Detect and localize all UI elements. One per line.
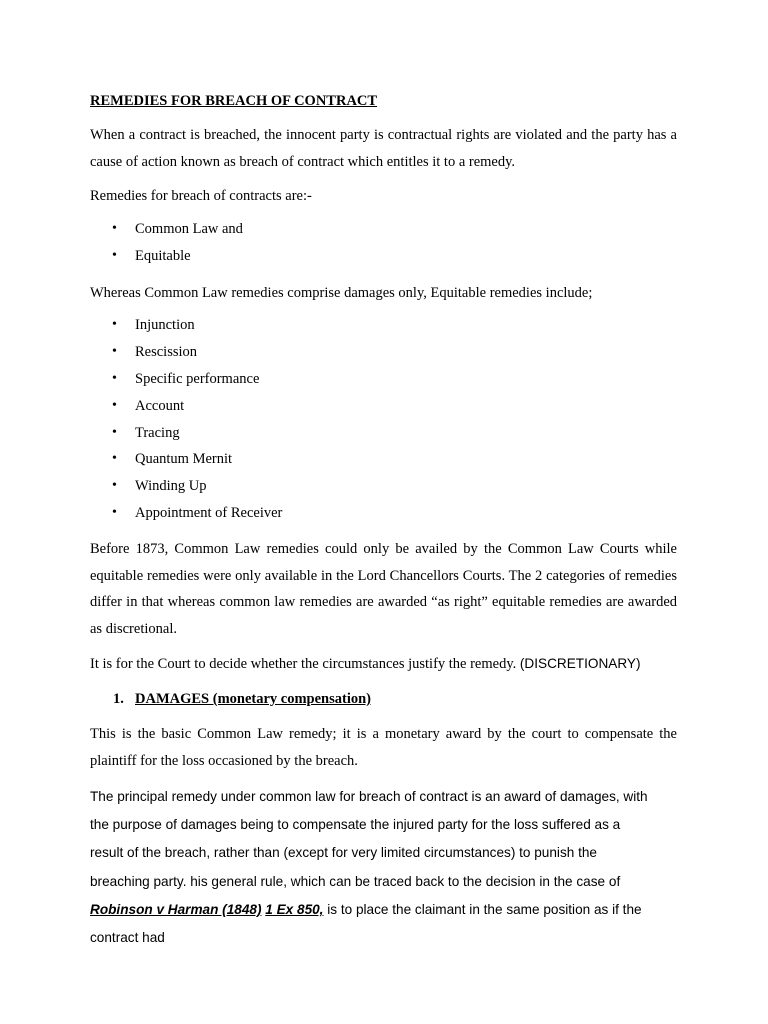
bullet-icon: • [112, 451, 117, 466]
principal-remedy-paragraph [90, 783, 655, 952]
principal-text: The principal remedy under common law for breach of contract is an award of damages, with the purpose of damages being to compensate the injured party for the loss suffered as a result of the breach, rather than (except for very limited circumstances) to punish the breaching party. his general rule, which can be traced back to the decision in the case of [90, 789, 648, 889]
list-item-label: Rescission [135, 344, 198, 360]
bullet-icon: • [112, 425, 117, 440]
equitable-intro: Whereas Common Law remedies comprise damages only, Equitable remedies include; [90, 285, 593, 301]
bullet-icon: • [112, 398, 117, 413]
bullet-icon: • [112, 344, 117, 359]
bullet-icon: • [112, 478, 117, 493]
bullet-icon: • [112, 248, 117, 263]
list-item-label: Equitable [135, 248, 191, 264]
discretionary-tag: (DISCRETIONARY) [519, 656, 641, 671]
section-heading-damages [113, 691, 371, 708]
list-item-label: Injunction [135, 317, 195, 333]
remedies-intro: Remedies for breach of contracts are:- [90, 188, 312, 204]
court-decide-paragraph [90, 651, 677, 678]
list-item-label: Winding Up [135, 478, 207, 494]
bullet-icon: • [112, 371, 117, 386]
list-item-label: Quantum Mernit [135, 451, 233, 467]
list-item-label: Specific performance [135, 371, 260, 387]
principal-text-continued: is to place the claimant in the same position as if the contract had [90, 901, 642, 946]
bullet-icon: • [112, 221, 117, 236]
list-item-label: Common Law and [135, 221, 243, 237]
list-item-label: Account [135, 398, 185, 414]
case-citation-link: 1 Ex 850, [265, 901, 324, 917]
history-paragraph: Before 1873, Common Law remedies could only be availed by the Common Law Courts while equitable remedies were only available in the Lord Chancellors Courts. The 2 categories of remedies differ in that whereas common law remedies are awarded “as right” equitable remedies are awarded as discretional. [90, 541, 677, 638]
section-heading-text: DAMAGES (monetary compensation) [135, 691, 372, 707]
bullet-icon: • [112, 317, 117, 332]
court-decide-text: It is for the Court to decide whether the circumstances justify the remedy. [90, 656, 520, 672]
document-title: REMEDIES FOR BREACH OF CONTRACT [90, 93, 378, 109]
section-number: 1. [113, 691, 124, 707]
intro-paragraph: When a contract is breached, the innocent party is contractual rights are violated and the party has a cause of action known as breach of contract which entitles it to a remedy. [90, 127, 677, 170]
bullet-icon: • [112, 505, 117, 520]
damages-paragraph: This is the basic Common Law remedy; it is a monetary award by the court to compensate the plaintiff for the loss occasioned by the breach. [90, 726, 677, 769]
case-name-link: Robinson v Harman (1848) [90, 901, 262, 917]
list-item-label: Tracing [135, 425, 180, 441]
list-item-label: Appointment of Receiver [135, 505, 283, 521]
